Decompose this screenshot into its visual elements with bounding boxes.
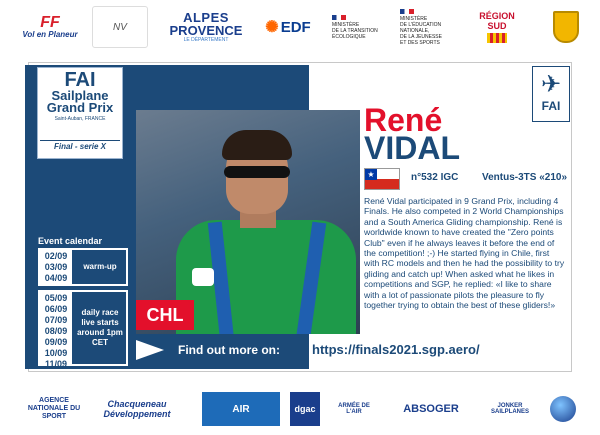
final-serie-label: Final - serie X	[40, 140, 120, 153]
region-stripes-icon	[487, 33, 507, 43]
fai-logo	[532, 66, 570, 122]
crest-shield-icon	[553, 11, 579, 43]
marianne-flag-icon	[400, 9, 414, 14]
ministere1-line: ÉCOLOGIQUE	[332, 33, 366, 40]
region-line2: SUD	[487, 21, 507, 31]
calendar-label: Event calendar	[38, 236, 103, 246]
date: 02/09	[44, 251, 68, 261]
photo-patch	[192, 268, 214, 286]
edf-logo	[262, 6, 314, 48]
badge-fai: FAI	[64, 69, 96, 91]
ministere2-line: NATIONALE,	[400, 27, 430, 34]
ministere2-line: DE LA JEUNESSE	[400, 33, 442, 40]
air-logo: AIR	[202, 392, 280, 426]
badge-location: Saint-Auban, FRANCE	[54, 116, 106, 122]
absoger-logo: ABSOGER	[403, 403, 459, 415]
nv-logo	[92, 6, 148, 48]
glider-type: Ventus-3TS «210»	[482, 172, 568, 183]
ffvp-logo	[20, 6, 80, 48]
world-cup-logo	[548, 392, 578, 426]
alpes-line1: ALPES	[183, 10, 229, 25]
jonker-logo: JONKER SAILPLANES	[490, 403, 529, 415]
date: 10/09	[44, 348, 68, 358]
play-arrow-icon	[136, 340, 164, 360]
nv-text: NV	[113, 21, 127, 33]
region-line1: RÉGION	[479, 11, 515, 21]
pilot-last-name: VIDAL	[364, 130, 460, 166]
fai-bird-icon: ✈	[540, 71, 562, 98]
fai-logo-text: FAI	[541, 99, 561, 113]
warmup-box	[38, 248, 128, 286]
photo-sunglasses	[224, 166, 290, 178]
ans-logo: AGENCE NATIONALE DU SPORT	[27, 397, 81, 420]
date: 04/09	[44, 273, 68, 283]
date: 11/09	[44, 359, 68, 369]
edf-text: EDF	[280, 18, 311, 36]
edf-sun-icon: ✺	[265, 19, 279, 36]
race-box	[38, 290, 128, 369]
alpes-provence-logo	[160, 6, 252, 48]
ministere2-line: ET DES SPORTS	[400, 39, 440, 46]
warmup-text: warm-up	[83, 262, 117, 271]
badge-sailplane: Sailplane	[51, 88, 109, 103]
find-more-label: Find out more on:	[178, 343, 280, 357]
armee-de-lair-logo: ARMÉE DE L'AIR	[338, 403, 370, 415]
region-sud-logo	[466, 6, 528, 48]
warmup-dates	[40, 250, 72, 284]
ministere-ecologie-logo	[332, 6, 392, 48]
date: 06/09	[44, 304, 68, 314]
top-sponsor-bar	[0, 0, 600, 56]
date: 08/09	[44, 326, 68, 336]
date: 09/09	[44, 337, 68, 347]
country-code-badge: CHL	[136, 300, 194, 330]
race-dates	[40, 292, 72, 369]
alpes-line2: PROVENCE	[169, 23, 243, 38]
race-text: daily race live starts around 1pm CET	[77, 308, 123, 347]
finals-link[interactable]: https://finals2021.sgp.aero/	[312, 342, 480, 357]
ministere2-line: DE L'ÉDUCATION	[400, 21, 442, 28]
globe-icon	[550, 396, 576, 422]
town-crest-logo	[548, 6, 584, 48]
ministere-education-logo	[400, 6, 456, 48]
date: 03/09	[44, 262, 68, 272]
marianne-flag-icon	[332, 15, 346, 20]
photo-hair	[222, 130, 292, 160]
igc-number: n°532 IGC	[411, 172, 459, 183]
ffvp-title: FF	[40, 13, 60, 31]
ffvp-subtitle: Vol en Planeur	[22, 29, 78, 39]
pilot-bio: René Vidal participated in 9 Grand Prix, including 4 Finals. He also competed in 2 World Championships and a South America Gliding championship. René is worldwide known to have created the "Zero points Club" even if he always leaves it before the end of the competition! ;-) He started flying in Chile, first with RC models and then he had the possibility to try gliding and catch up! When asked what he likes in competitions and SGP, he replied: «I like to share with a lot of passionate pilots the pleasure to fly together trying to obtain the best of these gliders!»	[364, 196, 565, 311]
pilot-first-name: René	[364, 102, 443, 138]
dgac-logo: dgac	[290, 392, 320, 426]
chile-flag-icon: ★	[364, 168, 400, 190]
date: 07/09	[44, 315, 68, 325]
ministere2-line: MINISTÈRE	[400, 15, 428, 22]
ministere1-line: MINISTÈRE	[332, 21, 360, 28]
ministere1-line: DE LA TRANSITION	[332, 27, 378, 34]
badge-grand-prix: Grand Prix	[46, 100, 114, 115]
date: 05/09	[44, 293, 68, 303]
chacqueneau-logo: Chacqueneau Développement	[103, 399, 171, 419]
alpes-line3: LE DÉPARTEMENT	[183, 37, 229, 43]
